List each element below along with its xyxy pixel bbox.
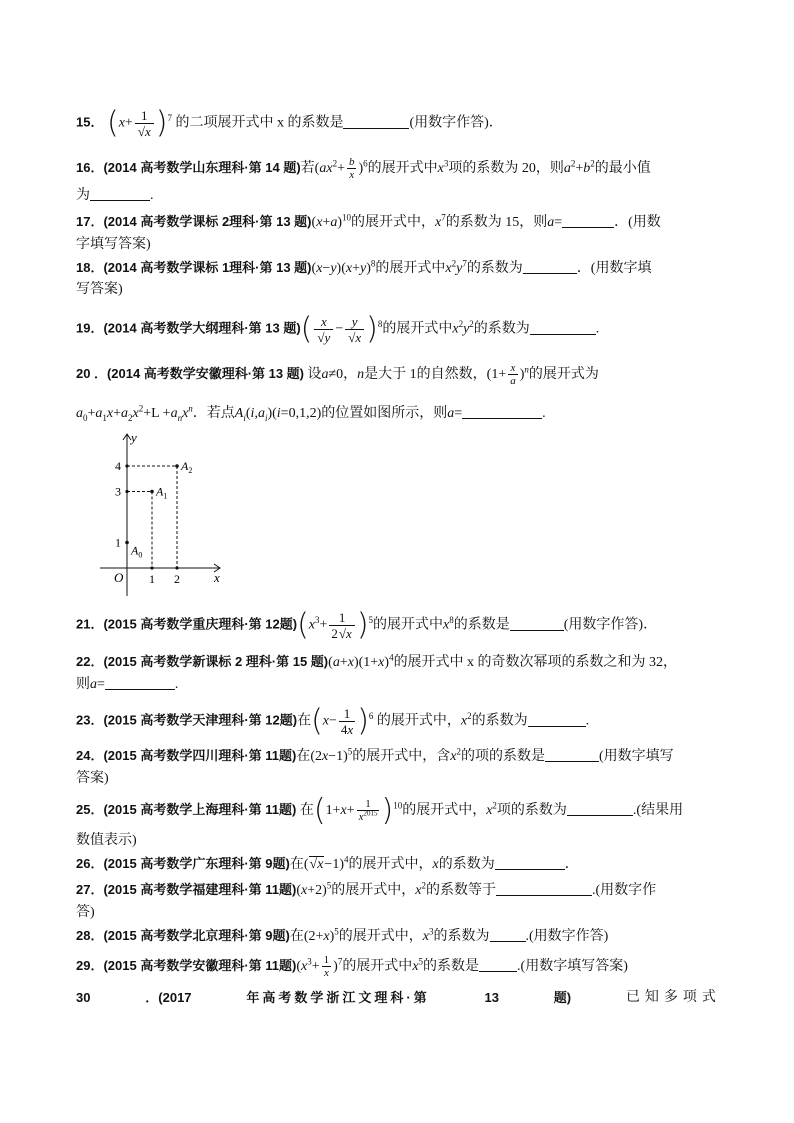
question-source: ．(2017	[145, 990, 192, 1005]
question-text: 在	[296, 749, 311, 764]
question-text: 的系数等于	[426, 883, 497, 898]
question-26: 26．(2015 高考数学广东理科·第 9题)在(√ x−1)$^4$的展开式中，x的系数为 ．	[76, 852, 726, 877]
question-text: 答案)	[76, 771, 109, 786]
question-number: 28．	[76, 928, 104, 943]
question-text: 的最小值	[594, 161, 651, 176]
question-number: 26．	[76, 856, 104, 871]
question-text: ．(用数字填	[576, 261, 652, 276]
question-text: 答)	[76, 905, 95, 920]
question-number: 19．	[76, 320, 104, 336]
question-number: 24．	[76, 748, 104, 763]
question-source: 题)	[553, 990, 572, 1005]
question-text: 的展开式中	[342, 959, 413, 974]
question-text: .	[174, 677, 179, 692]
question-source: (2014 高考数学大纲理科·第 13 题)	[103, 320, 301, 336]
question-text: 的展开式中，	[331, 883, 416, 898]
question-text: 项的系数为 20，则	[448, 161, 564, 176]
point-label: $A_2$	[181, 459, 193, 475]
question-text: 的系数为 15，则	[445, 215, 548, 230]
question-source: 13	[484, 990, 499, 1005]
question-source: (2015 高考数学天津理科·第 12题)	[103, 712, 298, 728]
question-source: (2015 高考数学新课标 2 理科·第 15 题)	[103, 654, 329, 669]
answer-blank[interactable]	[105, 675, 175, 690]
answer-blank[interactable]	[545, 747, 599, 762]
y-axis-label: y	[131, 430, 137, 445]
question-text: 的展开式中，	[376, 713, 461, 729]
point-label: $A_0$	[131, 543, 143, 560]
question-text: 的展开式中，含	[352, 749, 451, 764]
question-text: ．若点	[192, 406, 235, 421]
question-number: 25．	[76, 802, 104, 817]
question-23: 23．(2015 高考数学天津理科·第 12题)在(x− $\frac{1}{4x}$ )$^6$ 的展开式中，$x^2$的系数为 .	[76, 703, 590, 739]
question-number: 20	[76, 366, 91, 381]
question-text: 设	[307, 367, 322, 382]
question-number: 29．	[76, 958, 104, 973]
question-text: .	[517, 959, 521, 974]
answer-blank[interactable]	[490, 927, 526, 942]
question-text: .	[595, 321, 600, 337]
question-number: 23．	[76, 712, 104, 728]
question-19: 19．(2014 高考数学大纲理科·第 13 题)( x √ y − y √ x )$^8$的展开式中$x^2y^2$的系数为 .	[76, 314, 726, 345]
question-text: .	[525, 929, 530, 944]
question-16: 16．(2014 高考数学山东理科·第 14 题)若($ax^2+$ $\frac{b}{x}$ )$^6$的展开式中$x^3$项的系数为 20，则$a^2+b^2$的最小值	[76, 156, 651, 182]
question-number: 15．	[76, 114, 104, 130]
question-25: 25．(2015 高考数学上海理科·第 11题) 在(1+x+ $\frac{1}{x^{2015}}$ )$^{10}$的展开式中，$x^2$项的系数为 .(结果用	[76, 792, 684, 828]
question-24: 24．(2015 高考数学四川理科·第 11题)在$(2x-1)^5$的展开式中，含$x^2$的项的系数是 (用数字填写	[76, 746, 674, 764]
question-text: 的展开式中，	[348, 857, 433, 872]
question-source: (2014 高考数学课标 2理科·第 13 题)	[103, 214, 312, 229]
answer-blank[interactable]	[343, 114, 409, 129]
point-marker	[150, 490, 154, 494]
question-source: (2015 高考数学上海理科·第 11题)	[103, 802, 297, 817]
question-16-line2	[76, 184, 726, 208]
question-text: 的二项展开式中 x 的系数是	[175, 115, 344, 131]
question-text: ．	[564, 857, 579, 872]
question-text: 的展开式中	[375, 261, 446, 276]
question-source: (2014 高考数学山东理科·第 14 题)	[103, 160, 301, 175]
question-text: 的位置如图所示，则	[321, 406, 448, 421]
question-source: (2015 高考数学四川理科·第 11题)	[103, 748, 297, 763]
answer-blank[interactable]	[528, 712, 586, 727]
question-text: 是大于 1的自然数，	[364, 367, 487, 382]
answer-blank[interactable]	[462, 404, 542, 419]
question-source: (2015 高考数学福建理科·第 11题)	[103, 882, 297, 897]
question-15: 15． (x+ 1 √ x )$^7$ 的二项展开式中 x 的系数是 (用数字作答)．	[76, 108, 726, 139]
question-17: 17．(2014 高考数学课标 2理科·第 13 题)$(x+a)^{10}$的展开式中，$x^7$的系数为 15，则a= ．(用数	[76, 212, 661, 230]
question-source: (2014 高考数学课标 1理科·第 13 题)	[103, 260, 312, 275]
question-text: 的系数是	[423, 959, 480, 974]
question-18: 18．(2014 高考数学课标 1理科·第 13 题)$(x-y)(x+y)^8$的展开式中$x^2y^7$的系数为 ．(用数字填	[76, 258, 652, 276]
question-text: 的展开式中，	[338, 929, 423, 944]
question-text: 写答案)	[76, 282, 123, 297]
question-text: 的展开式中	[382, 321, 453, 337]
question-29: 29．(2015 高考数学安徽理科·第 11题)($x^3+$ $\frac{1}{x}$ )$^7$的展开式中$x^5$的系数是 .(用数字填写答案)	[76, 954, 628, 980]
x-tick-label: 1	[149, 572, 155, 586]
question-source: 题)	[286, 366, 304, 381]
question-text: 的展开式中，	[402, 803, 487, 818]
point-label-subscript: 0	[138, 550, 143, 560]
question-text: 的系数为	[466, 261, 523, 276]
question-text: 已知多项式	[625, 990, 721, 1005]
question-18-line2	[76, 278, 726, 302]
question-text: (用数字作	[595, 883, 657, 898]
question-source: (2015 高考数学北京理科·第 9题)	[103, 928, 290, 943]
origin-label: O	[114, 570, 124, 585]
question-text: (用数字填写答案)	[520, 959, 628, 974]
question-text: 的展开式中	[367, 161, 438, 176]
question-22: 22．(2015 高考数学新课标 2 理科·第 15 题)$(a+x)(1+x)^4$的展开式中 x 的奇数次幂项的系数之和为 32，	[76, 652, 678, 670]
question-text: 的系数为	[471, 713, 528, 729]
question-text: 的展开式中 x 的奇数次幂项的系数之和为 32，	[393, 655, 678, 670]
question-text: 的展开式中	[373, 617, 444, 633]
question-source: (2015 高考数学广东理科·第 9题)	[103, 856, 290, 871]
question-text: .	[592, 883, 596, 898]
y-tick-label: 4	[115, 459, 121, 473]
question-source: (2015 高考数学安徽理科·第 11题)	[103, 958, 297, 973]
point-label-subscript: 1	[163, 491, 168, 501]
question-text: (结果用	[636, 803, 684, 818]
question-text: 的展开式中，	[350, 215, 435, 230]
question-number: 22．	[76, 654, 104, 669]
question-25-line2	[76, 829, 726, 853]
answer-blank[interactable]	[523, 259, 577, 274]
question-text: 字填写答案)	[76, 237, 151, 252]
question-source: 年高考数学浙江文理科·第	[246, 990, 430, 1005]
question-text: ，	[343, 367, 358, 382]
question-text: 的展开式为	[528, 367, 599, 382]
answer-blank[interactable]	[90, 186, 150, 201]
question-text: 在	[289, 929, 304, 944]
point-marker	[175, 464, 179, 468]
question-17-line2	[76, 233, 726, 257]
question-number: 18．	[76, 260, 104, 275]
question-text: ．(用数	[614, 215, 661, 230]
answer-blank[interactable]	[479, 957, 517, 972]
coordinate-figure	[96, 428, 236, 600]
y-tick-label: 3	[115, 484, 121, 499]
question-number: 27．	[76, 882, 104, 897]
question-number: 17．	[76, 214, 104, 229]
question-24-line2	[76, 767, 726, 791]
answer-blank[interactable]	[562, 213, 614, 228]
question-30	[76, 986, 726, 1010]
question-text: (用数字作答)．	[409, 115, 503, 131]
question-text: 的系数为	[438, 857, 495, 872]
point-label-subscript: 2	[188, 466, 193, 475]
question-27-line2	[76, 901, 726, 925]
answer-blank[interactable]	[495, 855, 565, 870]
question-text: (用数字作答)	[529, 929, 609, 944]
question-text: 为	[76, 188, 90, 203]
answer-blank[interactable]	[567, 801, 633, 816]
question-text: .	[150, 188, 154, 203]
question-text: .	[632, 803, 637, 818]
question-text: 项的系数为	[496, 803, 567, 818]
question-text: 的系数是	[453, 617, 510, 633]
question-text: 在	[297, 713, 312, 729]
answer-blank[interactable]	[530, 320, 596, 335]
question-source: (2015 高考数学重庆理科·第 12题)	[103, 616, 298, 632]
answer-blank[interactable]	[510, 616, 564, 631]
question-text: 的项的系数是	[461, 749, 546, 764]
question-21: 21．(2015 高考数学重庆理科·第 12题)($x^3+$ $\frac{1}{2√ x}$ )$^5$的展开式中$x^8$的系数是 (用数字作答)．	[76, 610, 726, 641]
question-text: 在	[289, 857, 304, 872]
question-text: 的系数为	[473, 321, 530, 337]
question-text: 则	[76, 677, 90, 692]
question-28: 28．(2015 高考数学北京理科·第 9题)在$(2+x)^5$的展开式中，$x^3$的系数为 .(用数字作答)	[76, 926, 609, 944]
question-text: (用数字作答)．	[563, 617, 658, 633]
question-text: 的系数为	[433, 929, 490, 944]
question-number: 21．	[76, 616, 104, 632]
y-tick-label: 1	[115, 535, 121, 550]
question-text: 在	[299, 803, 314, 818]
question-source: 高考数学安徽理科·第 13	[143, 366, 284, 381]
question-text: .	[542, 406, 546, 421]
point-label: $A_1$	[156, 484, 168, 501]
answer-blank[interactable]	[496, 881, 592, 896]
x-axis-label: x	[214, 570, 220, 585]
question-text: (用数字填写	[599, 749, 674, 764]
question-20: 20 ．(2014 高考数学安徽理科·第 13 题) 设a≠0，n是大于 1的自然数，(1+ $\frac{x}{a}$ )$^n$的展开式为	[76, 362, 599, 388]
question-20-line2: $a_0+a_1x+a_2x^2+L +a_nx^n$．若点$A_i(i,a_i)(i=0,1,2)$的位置如图所示，则a= .	[76, 403, 546, 423]
question-22-line2: 则a= .	[76, 677, 179, 692]
question-text: .	[585, 713, 590, 729]
x-tick-label: 2	[174, 572, 180, 586]
question-text: 若	[300, 161, 315, 176]
point-marker	[125, 541, 129, 545]
question-text: 数值表示)	[76, 833, 137, 848]
question-27: 27．(2015 高考数学福建理科·第 11题)$(x+2)^5$的展开式中，$x^2$的系数等于 .(用数字作	[76, 880, 657, 898]
question-number: 30	[76, 990, 91, 1005]
question-source: ．(2014	[93, 366, 141, 381]
question-number: 16．	[76, 160, 104, 175]
